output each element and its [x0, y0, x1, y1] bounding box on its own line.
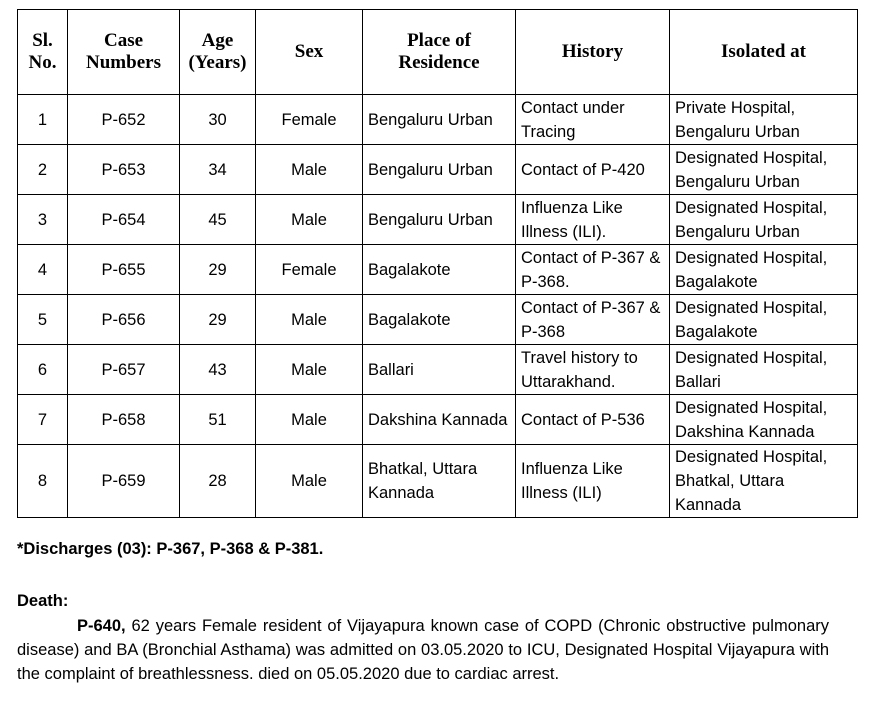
death-case-id: P-640, — [77, 617, 126, 635]
table-row — [18, 145, 858, 195]
cell-history: Contact of P-367 & P-368 — [516, 295, 670, 345]
cell-history: Contact under Tracing — [516, 95, 670, 145]
cell-sl-no: 3 — [18, 195, 68, 245]
cell-case-number: P-659 — [68, 445, 180, 518]
cell-residence: Bhatkal, Uttara Kannada — [363, 445, 516, 518]
cell-sl-no: 5 — [18, 295, 68, 345]
cell-case-number: P-654 — [68, 195, 180, 245]
table-row — [18, 195, 858, 245]
header-age: Age (Years) — [180, 10, 256, 95]
cell-sl-no: 1 — [18, 95, 68, 145]
table-row — [18, 95, 858, 145]
cell-age: 30 — [180, 95, 256, 145]
cell-residence: Dakshina Kannada — [363, 395, 516, 445]
cell-isolated-at: Designated Hospital, Bhatkal, Uttara Kannada — [670, 445, 858, 518]
cell-case-number: P-655 — [68, 245, 180, 295]
cell-sl-no: 6 — [18, 345, 68, 395]
death-heading: Death: — [17, 592, 69, 610]
cell-age: 29 — [180, 245, 256, 295]
cell-history: Contact of P-367 & P-368. — [516, 245, 670, 295]
cell-sl-no: 4 — [18, 245, 68, 295]
cell-sex: Female — [256, 245, 363, 295]
cell-residence: Ballari — [363, 345, 516, 395]
cell-history: Contact of P-536 — [516, 395, 670, 445]
header-sex: Sex — [256, 10, 363, 95]
cell-isolated-at: Designated Hospital, Bagalakote — [670, 295, 858, 345]
cell-case-number: P-653 — [68, 145, 180, 195]
header-history: History — [516, 10, 670, 95]
cell-sl-no: 7 — [18, 395, 68, 445]
cell-sex: Male — [256, 445, 363, 518]
discharges-note: *Discharges (03): P-367, P-368 & P-381. — [17, 540, 324, 558]
cell-residence: Bengaluru Urban — [363, 145, 516, 195]
table-header-row — [18, 10, 858, 95]
cases-table — [17, 9, 858, 518]
cell-residence: Bengaluru Urban — [363, 195, 516, 245]
cell-sex: Male — [256, 295, 363, 345]
table-row — [18, 445, 858, 518]
cell-history: Influenza Like Illness (ILI) — [516, 445, 670, 518]
cell-history: Influenza Like Illness (ILI). — [516, 195, 670, 245]
cell-age: 34 — [180, 145, 256, 195]
cell-sex: Female — [256, 95, 363, 145]
cell-residence: Bagalakote — [363, 295, 516, 345]
cell-residence: Bagalakote — [363, 245, 516, 295]
death-paragraph — [17, 614, 829, 686]
cell-age: 29 — [180, 295, 256, 345]
cell-sl-no: 2 — [18, 145, 68, 195]
cell-sex: Male — [256, 395, 363, 445]
header-isolated-at: Isolated at — [670, 10, 858, 95]
cell-isolated-at: Private Hospital, Bengaluru Urban — [670, 95, 858, 145]
table-row — [18, 395, 858, 445]
cell-age: 45 — [180, 195, 256, 245]
cell-isolated-at: Designated Hospital, Bengaluru Urban — [670, 145, 858, 195]
cell-isolated-at: Designated Hospital, Dakshina Kannada — [670, 395, 858, 445]
cell-case-number: P-656 — [68, 295, 180, 345]
table-row — [18, 295, 858, 345]
cell-residence: Bengaluru Urban — [363, 95, 516, 145]
cell-case-number: P-658 — [68, 395, 180, 445]
cell-age: 28 — [180, 445, 256, 518]
header-place-of-residence: Place of Residence — [363, 10, 516, 95]
death-description: 62 years Female resident of Vijayapura known case of COPD (Chronic obstructive pulmonary disease) and BA (Bronchial Asthama) was admitted on 03.05.2020 to ICU, Designated Hospital Vijayapura with the complaint of breathlessness. died on 05.05.2020 due to cardiac arrest. — [17, 617, 829, 683]
cell-case-number: P-652 — [68, 95, 180, 145]
cell-sex: Male — [256, 195, 363, 245]
cell-sex: Male — [256, 145, 363, 195]
cell-history: Travel history to Uttarakhand. — [516, 345, 670, 395]
table-row — [18, 345, 858, 395]
cell-history: Contact of P-420 — [516, 145, 670, 195]
header-sl-no: Sl. No. — [18, 10, 68, 95]
table-row — [18, 245, 858, 295]
cell-case-number: P-657 — [68, 345, 180, 395]
cell-age: 51 — [180, 395, 256, 445]
cell-isolated-at: Designated Hospital, Bagalakote — [670, 245, 858, 295]
cell-isolated-at: Designated Hospital, Ballari — [670, 345, 858, 395]
cell-sex: Male — [256, 345, 363, 395]
cell-sl-no: 8 — [18, 445, 68, 518]
cell-age: 43 — [180, 345, 256, 395]
header-case-numbers: Case Numbers — [68, 10, 180, 95]
cell-isolated-at: Designated Hospital, Bengaluru Urban — [670, 195, 858, 245]
